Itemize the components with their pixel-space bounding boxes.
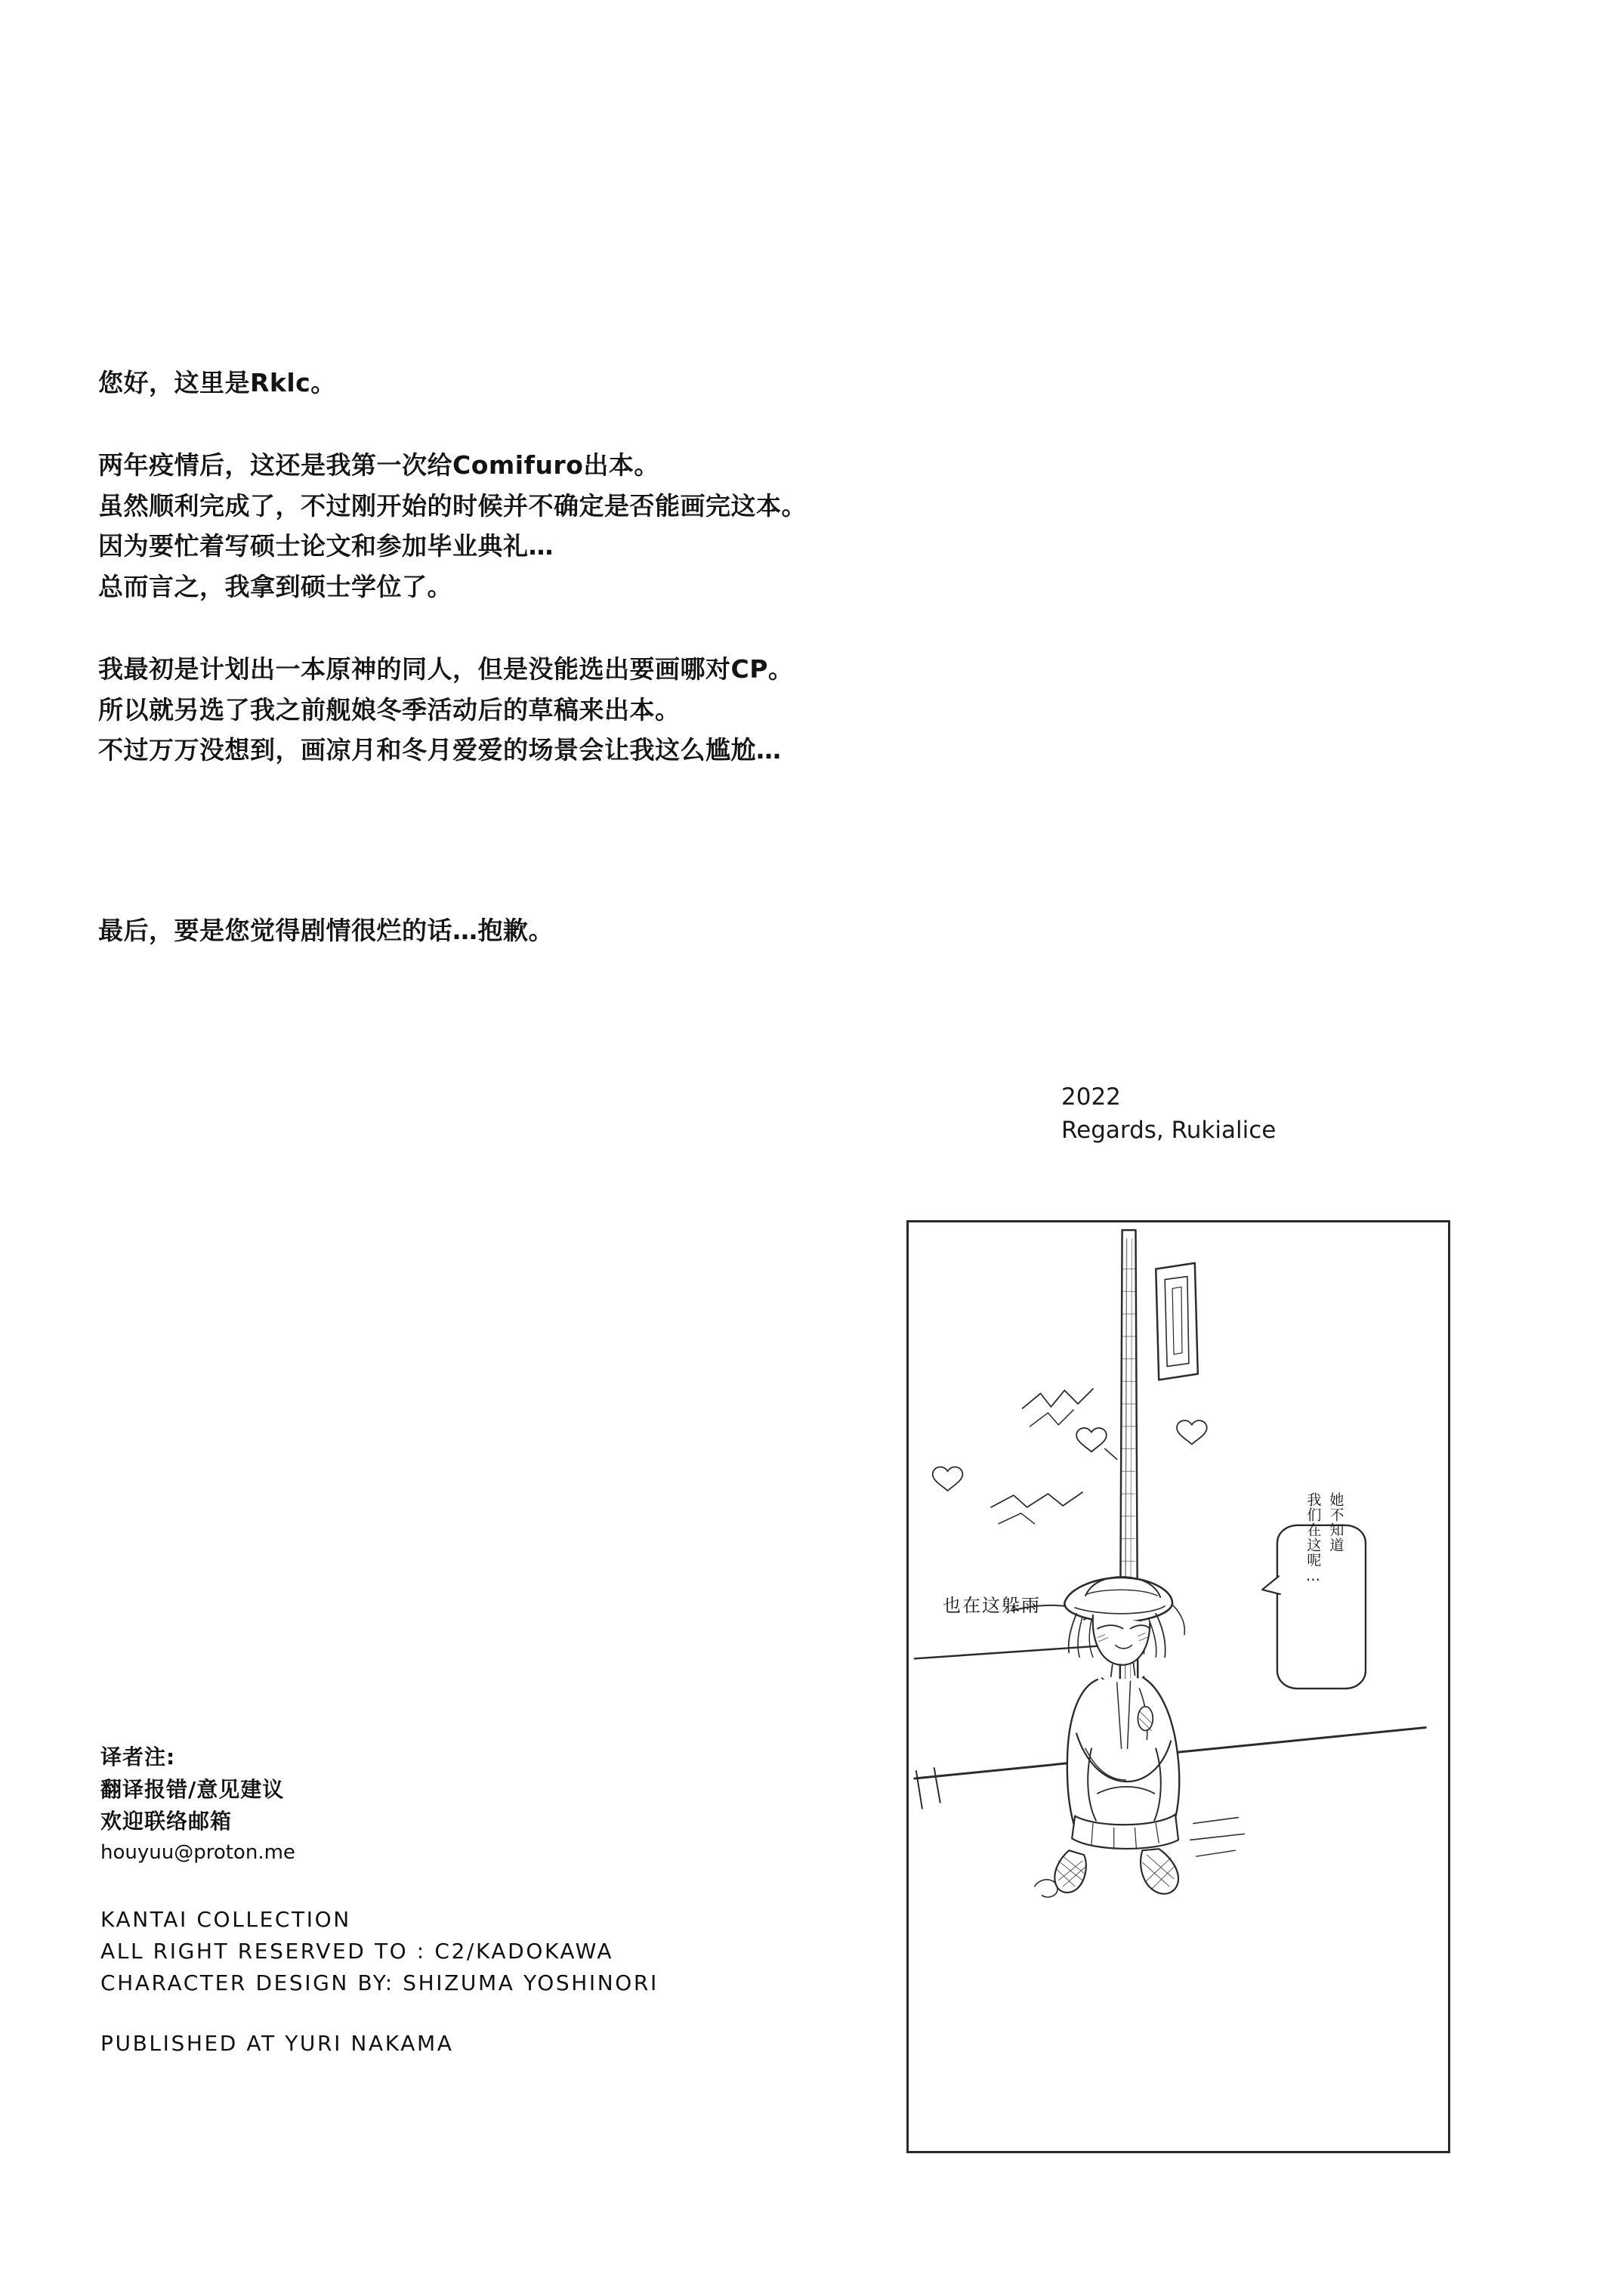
paragraph-gap (98, 403, 1307, 445)
afterword-text-block (98, 363, 1307, 950)
translator-note-line-3: 欢迎联络邮箱 (100, 1809, 233, 1834)
illustration-frame (906, 1220, 1450, 2153)
speech-bubble-line-1: 她不知道 (1327, 1492, 1345, 1553)
translator-note-line-2: 翻译报错/意见建议 (100, 1776, 285, 1802)
afterword-line-2: 虽然顺利完成了，不过刚开始的时候并不确定是否能画完这本。 (98, 490, 807, 521)
signature-name: Regards, Rukialice (1061, 1117, 1277, 1145)
afterword-line-3: 因为要忙着写硕士论文和参加毕业典礼… (98, 531, 554, 561)
afterword-line-7: 不过万万没想到，画凉月和冬月爱爱的场景会让我这么尴尬… (98, 735, 782, 765)
speech-bubble-line-2: 我们在这呢… (1304, 1492, 1322, 1585)
legal-line-2: ALL RIGHT RESERVED TO : C2/KADOKAWA (100, 1938, 614, 1964)
legal-line-3: CHARACTER DESIGN BY: SHIZUMA YOSHINORI (100, 1970, 659, 1995)
publisher-line: PUBLISHED AT YURI NAKAMA (100, 2030, 454, 2056)
afterword-line-6: 所以就另选了我之前舰娘冬季活动后的草稿来出本。 (98, 694, 681, 725)
afterword-line-5: 我最初是计划出一本原神的同人，但是没能选出要画哪对CP。 (98, 654, 794, 685)
afterword-closing: 最后，要是您觉得剧情很烂的话…抱歉。 (98, 915, 554, 945)
legal-line-1: KANTAI COLLECTION (100, 1906, 351, 1932)
afterword-greeting: 您好，这里是Rklc。 (98, 368, 336, 397)
paragraph-gap-large (98, 771, 1307, 910)
afterword-line-1: 两年疫情后，这还是我第一次给Comifuro出本。 (98, 450, 659, 481)
credits-block (100, 1741, 856, 2056)
afterword-line-4: 总而言之，我拿到硕士学位了。 (98, 571, 452, 601)
translator-email: houyuu@proton.me (100, 1840, 295, 1864)
signature-year: 2022 (1061, 1083, 1121, 1111)
translator-note-line-1: 译者注: (100, 1744, 176, 1769)
illustration-drawing (909, 1222, 1448, 2151)
signature-block (1061, 1080, 1276, 1147)
paragraph-gap (98, 607, 1307, 649)
handwritten-annotation: 也在这躲雨 (943, 1595, 1041, 1616)
legal-notice (100, 1904, 856, 1999)
